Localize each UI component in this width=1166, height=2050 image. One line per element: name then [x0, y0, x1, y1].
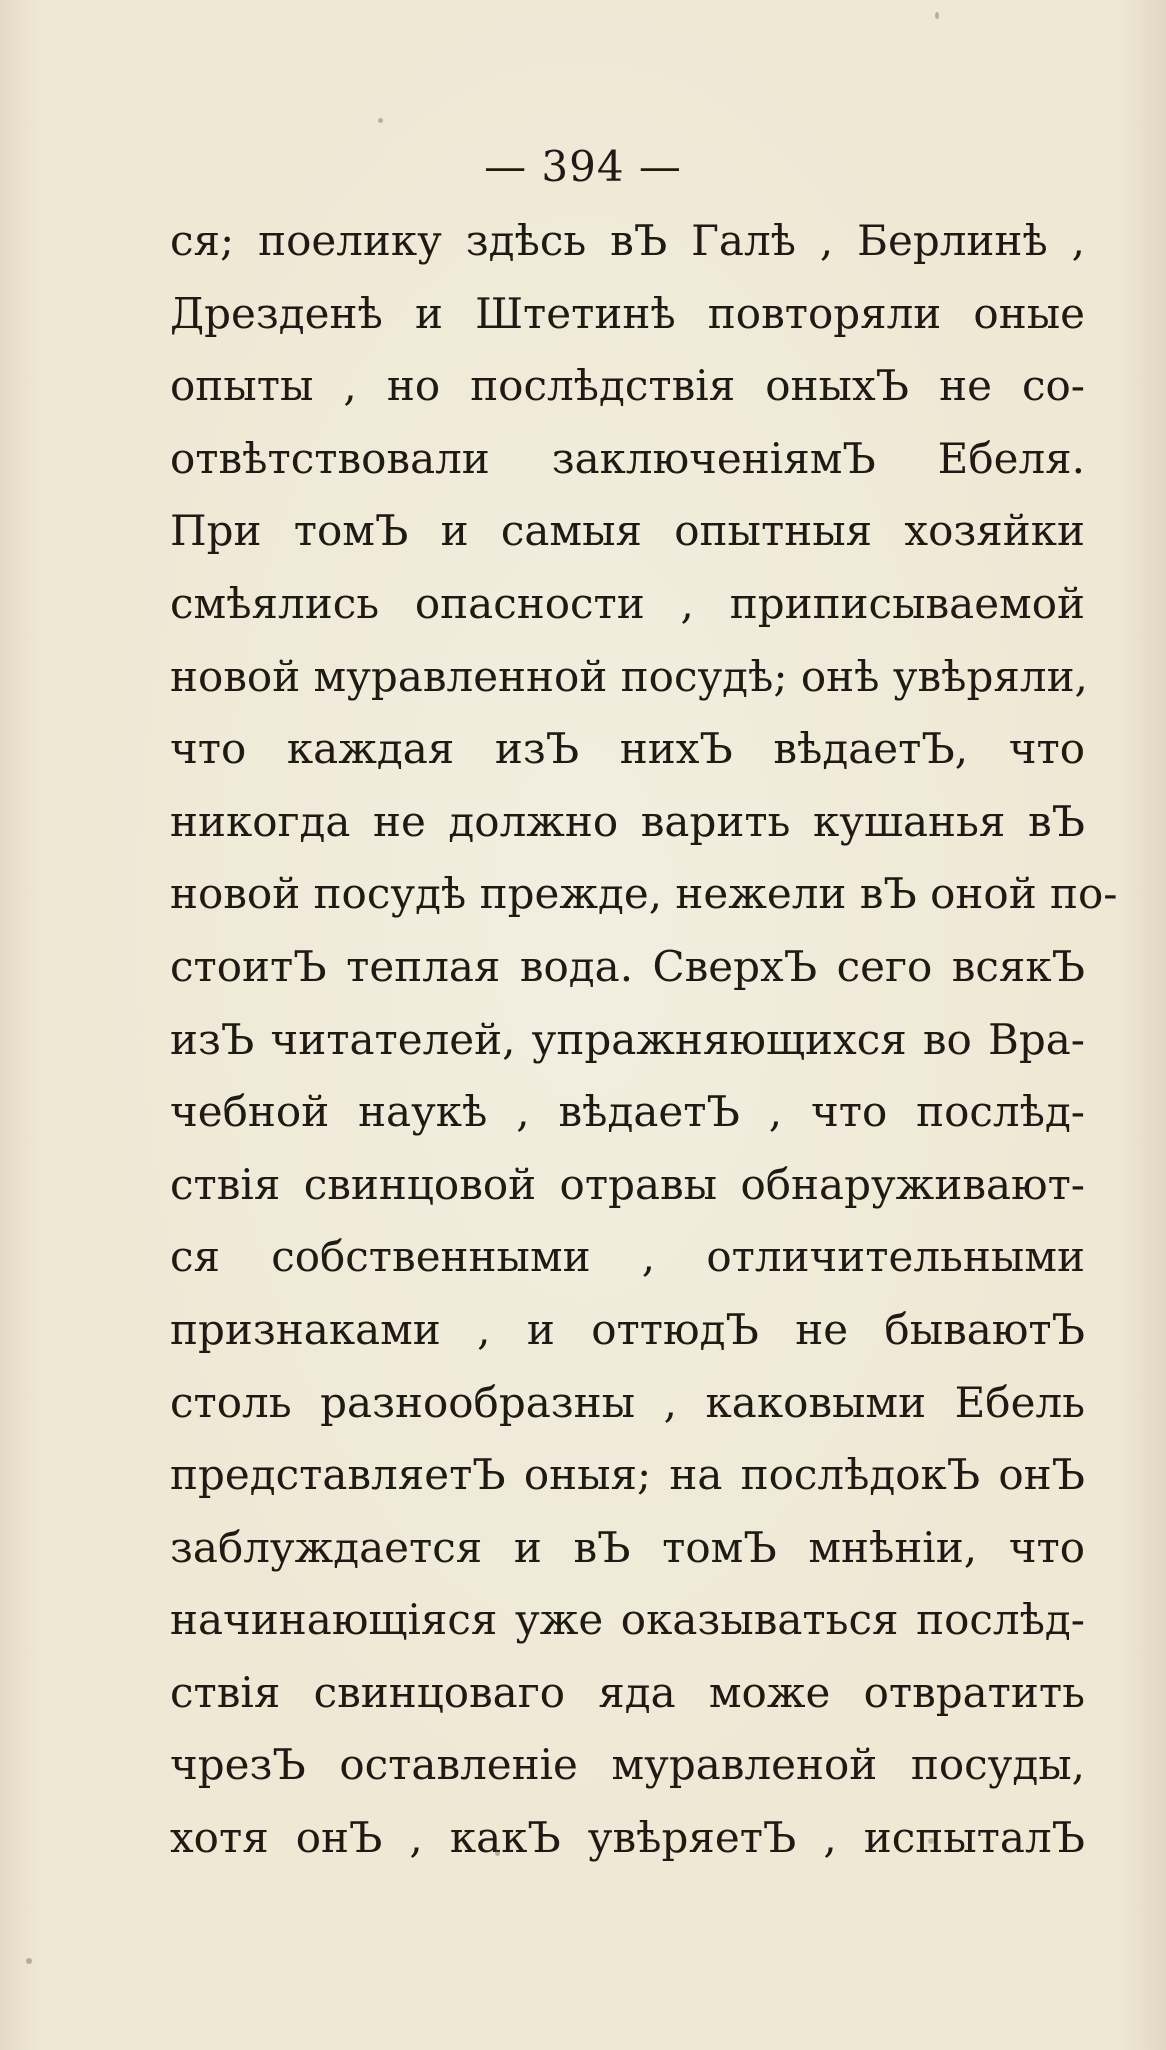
text-line: никогда не должно варить кушанья вЪ [170, 796, 1085, 846]
text-line: чебной наукѣ , вѣдаетЪ , что послѣд- [170, 1087, 1085, 1137]
text-line: Дрезденѣ и Штетинѣ повторяли оные [170, 288, 1085, 338]
paper-speck [928, 1838, 934, 1844]
paper-speck [935, 12, 939, 19]
text-line: ся собственными , отличительными [170, 1232, 1085, 1282]
text-line: начинающіяся уже оказываться послѣд- [170, 1595, 1085, 1645]
text-line: хотя онЪ , какЪ увѣряетЪ , испыталЪ [170, 1813, 1085, 1863]
text-line: отвѣтствовали заключеніямЪ Ебеля. [170, 433, 1085, 483]
paper-speck [378, 118, 383, 123]
text-line: ся; поелику здѣсь вЪ Галѣ , Берлинѣ , [170, 216, 1085, 265]
body-text [170, 205, 1118, 1875]
text-line: ствія свинцоваго яда може отвратить [170, 1667, 1085, 1717]
text-line: ствія свинцовой отравы обнаруживают- [170, 1159, 1085, 1209]
text-line: заблуждается и вЪ томЪ мнѣніи, что [170, 1522, 1085, 1572]
text-line: новой муравленной посудѣ; онѣ увѣряли, [170, 651, 1088, 701]
text-line: что каждая изЪ нихЪ вѣдаетЪ, что [170, 724, 1085, 774]
text-line: изЪ читателей, упражняющихся во Вра- [170, 1014, 1085, 1064]
page-number: — 394 — [484, 142, 682, 191]
text-line: столь разнообразны , каковыми Ебель [170, 1377, 1085, 1427]
text-line: признаками , и оттюдЪ не бываютЪ [170, 1304, 1085, 1354]
text-line: смѣялись опасности , приписываемой [170, 578, 1085, 628]
text-line: стоитЪ теплая вода. СверхЪ сего всякЪ [170, 941, 1085, 991]
paper-speck [26, 1958, 32, 1964]
text-line: опыты , но послѣдствія оныхЪ не со- [170, 361, 1085, 411]
text-line: новой посудѣ прежде, нежели вЪ оной по- [170, 869, 1118, 919]
text-line: При томЪ и самыя опытныя хозяйки [170, 506, 1085, 556]
text-line: чрезЪ оставленіе муравленой посуды, [170, 1740, 1085, 1790]
text-line: представляетЪ оныя; на послѣдокЪ онЪ [170, 1450, 1085, 1500]
paper-speck [495, 1850, 500, 1856]
